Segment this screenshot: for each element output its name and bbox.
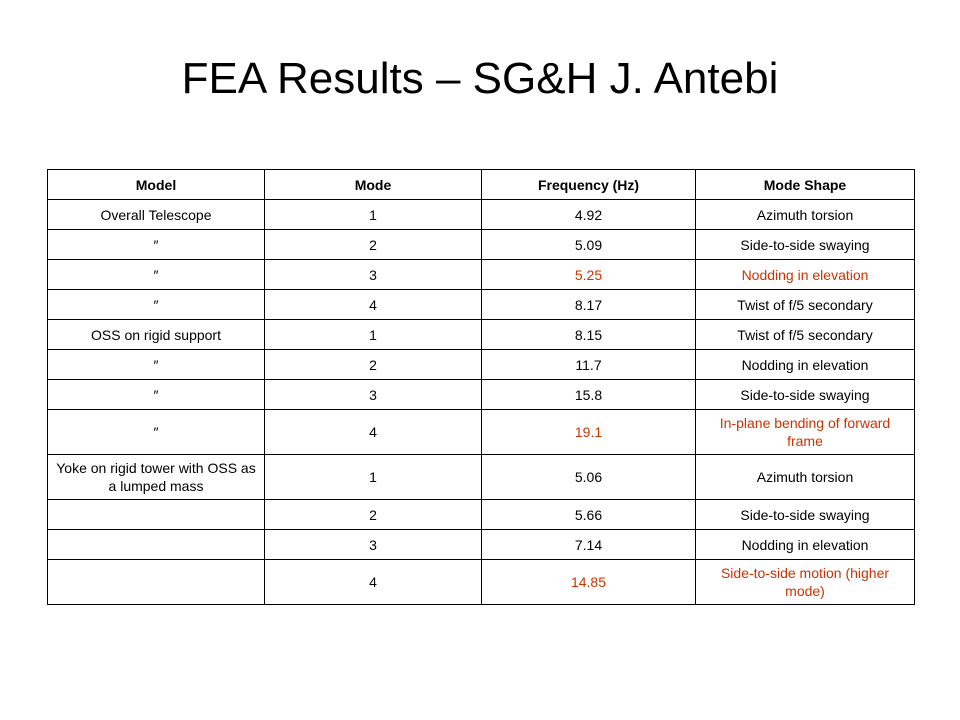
cell-model: ″ [48,350,265,380]
table-row [48,350,915,380]
cell-mode: 4 [265,410,482,455]
table-row [48,530,915,560]
cell-mode: 2 [265,500,482,530]
fea-results-table [47,169,915,605]
table-row [48,380,915,410]
cell-model: ″ [48,410,265,455]
cell-mode: 3 [265,260,482,290]
header-frequency: Frequency (Hz) [482,170,696,200]
cell-mode: 1 [265,200,482,230]
table-row [48,455,915,500]
table-row [48,560,915,605]
table-body [48,200,915,605]
slide-title: FEA Results – SG&H J. Antebi [181,54,779,103]
cell-model: Yoke on rigid tower with OSS as a lumped mass [48,455,265,500]
cell-model: ″ [48,230,265,260]
cell-frequency: 8.15 [482,320,696,350]
cell-mode-shape: Side-to-side swaying [696,500,915,530]
cell-mode: 4 [265,290,482,320]
cell-mode: 2 [265,230,482,260]
cell-mode-shape: Nodding in elevation [696,260,915,290]
cell-mode: 2 [265,350,482,380]
cell-frequency: 14.85 [482,560,696,605]
table-row [48,200,915,230]
cell-frequency: 8.17 [482,290,696,320]
cell-model [48,560,265,605]
header-mode: Mode [265,170,482,200]
cell-mode-shape: Twist of f/5 secondary [696,320,915,350]
table-row [48,410,915,455]
cell-model: ″ [48,380,265,410]
header-mode-shape: Mode Shape [696,170,915,200]
cell-mode: 4 [265,560,482,605]
cell-mode-shape: Side-to-side swaying [696,380,915,410]
cell-mode: 3 [265,530,482,560]
table-row [48,230,915,260]
cell-mode-shape: Nodding in elevation [696,350,915,380]
cell-mode: 1 [265,320,482,350]
cell-mode-shape: Azimuth torsion [696,200,915,230]
table-row [48,260,915,290]
cell-frequency: 5.06 [482,455,696,500]
cell-mode-shape: Twist of f/5 secondary [696,290,915,320]
cell-model: Overall Telescope [48,200,265,230]
table-header-row [48,170,915,200]
cell-frequency: 19.1 [482,410,696,455]
cell-frequency: 5.25 [482,260,696,290]
cell-frequency: 5.09 [482,230,696,260]
cell-model [48,500,265,530]
cell-frequency: 15.8 [482,380,696,410]
cell-mode-shape: Nodding in elevation [696,530,915,560]
cell-mode-shape: Side-to-side motion (higher mode) [696,560,915,605]
cell-frequency: 5.66 [482,500,696,530]
table-row [48,320,915,350]
table-row [48,500,915,530]
cell-model [48,530,265,560]
cell-frequency: 11.7 [482,350,696,380]
cell-mode: 1 [265,455,482,500]
cell-model: OSS on rigid support [48,320,265,350]
cell-mode-shape: Side-to-side swaying [696,230,915,260]
cell-mode: 3 [265,380,482,410]
cell-frequency: 7.14 [482,530,696,560]
cell-mode-shape: In-plane bending of forward frame [696,410,915,455]
cell-frequency: 4.92 [482,200,696,230]
table-row [48,290,915,320]
cell-model: ″ [48,260,265,290]
cell-model: ″ [48,290,265,320]
cell-mode-shape: Azimuth torsion [696,455,915,500]
header-model: Model [48,170,265,200]
